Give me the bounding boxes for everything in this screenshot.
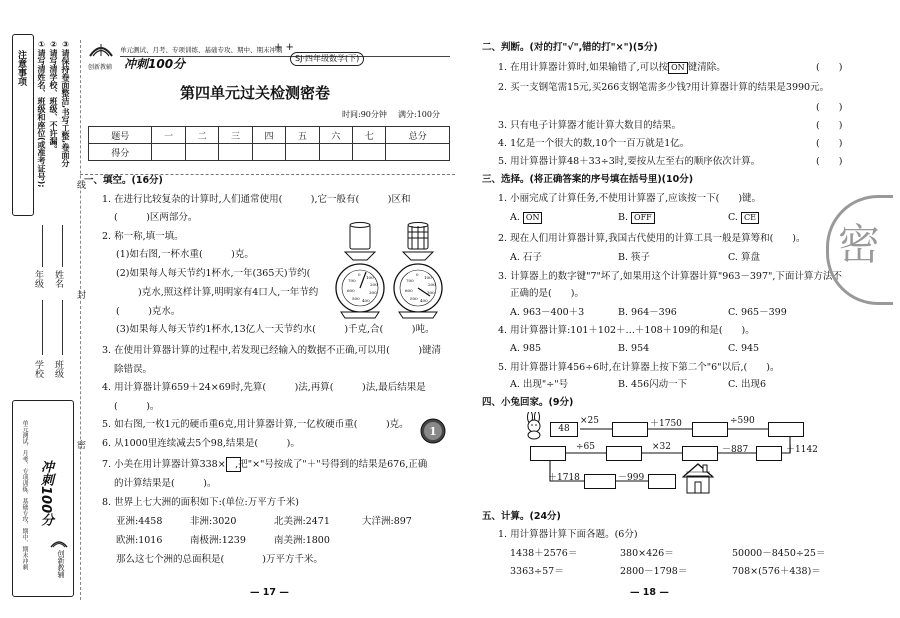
choice-q2: 2. 现在人们用计算器计算,我国古代使用的计算工具一般是算筹和( )。 — [498, 233, 806, 244]
off-key: OFF — [631, 212, 655, 224]
judge-answer-paren[interactable]: ( ) — [816, 156, 843, 167]
exam-time: 时间:90分钟 — [342, 110, 387, 119]
strip-note-1: ①请写清姓名、班级和座位(或准考证号); — [37, 40, 46, 188]
flow-answer-box[interactable] — [756, 446, 782, 461]
strip-book-logo-icon — [50, 535, 68, 549]
calc-item: 2800－1798＝ — [620, 566, 688, 577]
ce-key: CE — [741, 212, 759, 224]
scale-right-tick: 600 — [405, 288, 413, 293]
option-letter: B. — [618, 212, 629, 223]
part1-line: 1. 在进行比较复杂的计算时,人们通常使用( ),它一般有( )区和 — [102, 194, 411, 205]
choice-option — [510, 212, 542, 224]
flow-answer-box[interactable] — [768, 422, 804, 437]
flow-op-label: ÷590 — [730, 416, 755, 426]
grade-tag: SJ·四年级数学(下) — [290, 52, 364, 66]
part1-line: (2)如果每人每天节约1杯水,一年(365天)节约( — [116, 268, 311, 279]
part5-heading: 五、计算。(24分) — [482, 511, 561, 522]
score-header-cell: 总分 — [386, 127, 450, 144]
cut-mark-seal: 封 — [75, 290, 85, 299]
scale-left-tick: 200 — [370, 282, 378, 287]
part3-heading: 三、选择。(将正确答案的序号填在括号里)(10分) — [482, 174, 694, 185]
judge-answer-paren[interactable]: ( ) — [816, 138, 843, 149]
scale-left-tick: 0 — [358, 272, 361, 277]
choice-q1: 1. 小丽完成了计算任务,不使用计算器了,应该按一下( )键。 — [498, 193, 762, 204]
score-table — [88, 126, 450, 161]
flow-op-label: －887 — [722, 445, 749, 455]
flow-answer-box[interactable] — [648, 474, 676, 489]
choice-option: C. 945 — [728, 343, 760, 354]
option-letter: C. — [728, 212, 738, 223]
header-tagline: 单元测试、月考、专项训练、基础专攻、期中、期末冲刺 — [120, 46, 283, 54]
coin-label: 1 — [429, 425, 437, 438]
score-cell[interactable] — [319, 144, 352, 161]
part2-heading: 二、判断。(对的打"√",错的打"×")(5分) — [482, 42, 658, 53]
score-cell[interactable] — [386, 144, 450, 161]
continent-cell: 亚洲:4458 — [116, 516, 163, 527]
score-cell[interactable] — [152, 144, 185, 161]
strip-notes-title: 注意事项 — [16, 50, 26, 86]
field-class-label: 班级 — [53, 360, 63, 378]
score-row-label: 得分 — [89, 144, 152, 161]
scale-right-tick: 400 — [420, 298, 428, 303]
score-header-cell: 四 — [252, 127, 285, 144]
left-page — [80, 0, 455, 618]
part1-line: 的计算结果是( )。 — [114, 478, 217, 489]
scale-right-tick: 500 — [410, 296, 418, 301]
part1-line: ( )。 — [114, 401, 160, 412]
flow-answer-box[interactable] — [692, 422, 728, 437]
rabbit-icon — [522, 412, 548, 440]
scale-left-tick: 300 — [369, 290, 377, 295]
exam-full-score: 满分:100分 — [398, 110, 440, 119]
option-letter: A. — [510, 212, 520, 223]
part1-line: 8. 世界上七大洲的面积如下:(单位:万平方千米) — [102, 497, 299, 508]
field-grade-label: 年级 — [33, 270, 43, 288]
part1-line: ( )区两部分。 — [114, 212, 198, 223]
scale-right-tick: 100 — [424, 275, 432, 280]
scale-cup-icon — [350, 223, 370, 250]
scale-left-tick: 100 — [366, 275, 374, 280]
continent-cell: 欧洲:1016 — [116, 535, 163, 546]
on-key: ON — [523, 212, 543, 224]
logo-caption: 创新教辅 — [88, 64, 113, 71]
field-school-label: 学校 — [33, 360, 43, 378]
part1-line: (1)如右图,一杯水重( )克。 — [116, 249, 254, 260]
part1-line: 4. 用计算器计算659＋24×69时,先算( )法,再算( )法,最后结果是 — [102, 382, 426, 393]
part1-line: 5. 如右图,一枚1元的硬币重6克,用计算器计算,一亿枚硬币重( )克。 — [102, 419, 409, 430]
field-name-line — [62, 225, 63, 267]
score-header-cell: 三 — [219, 127, 252, 144]
flow-answer-box[interactable] — [584, 474, 616, 489]
choice-q4: 4. 用计算器计算:101＋102＋…＋108＋109的和是( )。 — [498, 325, 755, 336]
part1-line: ( )克水。 — [116, 306, 181, 317]
judge-item-tail: 键清除。 — [687, 62, 726, 73]
score-header-cell: 题号 — [89, 127, 152, 144]
cut-mark-line: 线 — [75, 180, 85, 189]
scale-left-tick: 600 — [347, 288, 355, 293]
judge-answer-paren[interactable]: ( ) — [816, 62, 843, 73]
binding-strip — [6, 30, 85, 600]
header-brand: 冲刺100分 — [124, 57, 186, 71]
flow-op-label: ＋1718 — [548, 473, 580, 483]
choice-option: B. 964－396 — [618, 307, 677, 318]
calc-item: 3363÷57＝ — [510, 566, 564, 577]
score-cell[interactable] — [185, 144, 218, 161]
choice-option: A. 石子 — [510, 252, 542, 263]
choice-option: C. 出现6 — [728, 379, 767, 390]
page-title: 第四单元过关检测密卷 — [180, 84, 331, 102]
field-class-line — [62, 300, 63, 355]
secret-stamp-char: 密 — [838, 220, 881, 269]
choice-option: C. 算盘 — [728, 252, 760, 263]
choice-option: A. 985 — [510, 343, 542, 354]
part1-line: 除错误。 — [114, 364, 153, 375]
scale-cup-full-icon — [408, 223, 428, 250]
calc-item: 708×(576＋438)＝ — [732, 566, 821, 577]
choice-option: C. 965－399 — [728, 307, 787, 318]
header-plus-marks: + + — [274, 42, 294, 53]
scales-illustration — [335, 222, 455, 330]
page-number-right: — 18 — — [630, 587, 669, 598]
score-header-cell: 一 — [152, 127, 185, 144]
on-key: ON — [668, 62, 688, 74]
strip-tagline-vertical: 单元测试、月考、专项训练、基础专攻、期中、期末冲刺 — [21, 420, 28, 570]
part1-line: 2. 称一称,填一填。 — [102, 231, 184, 242]
coin-icon — [420, 418, 446, 444]
choice-option — [728, 212, 759, 224]
strip-note-2: ②请写清学校、班级、不许漏。 — [49, 40, 58, 153]
score-header-cell: 二 — [185, 127, 218, 144]
choice-option — [618, 212, 655, 224]
strip-brand-vertical: 冲刺100分 — [38, 460, 53, 527]
score-table-header-row — [89, 127, 450, 144]
continent-cell: 南美洲:1800 — [274, 535, 330, 546]
continent-cell: 非洲:3020 — [190, 516, 237, 527]
calc-item: 380×426＝ — [620, 548, 674, 559]
continent-cell: 南极洲:1239 — [190, 535, 246, 546]
score-cell[interactable] — [286, 144, 319, 161]
calc-item: 50000－8450÷25＝ — [732, 548, 826, 559]
choice-option: A. 出现"÷"号 — [510, 379, 569, 390]
book-logo-icon — [88, 38, 114, 60]
judge-item-1 — [498, 62, 726, 74]
score-cell[interactable] — [219, 144, 252, 161]
continent-cell: 北美洲:2471 — [274, 516, 330, 527]
judge-item-4: 4. 1亿是一个很大的数,10个一百万就是1亿。 — [498, 138, 690, 149]
flow-answer-box[interactable] — [612, 422, 648, 437]
field-name-label: 姓名 — [53, 270, 63, 288]
scale-left-tick: 500 — [352, 296, 360, 301]
part1-line: (3)如果每人每天节约1杯水,13亿人一天节约水( )千克,合( )吨。 — [116, 324, 435, 335]
calc-item: 1438＋2576＝ — [510, 548, 578, 559]
flow-start-box — [550, 422, 578, 437]
scale-left-tick: 700 — [348, 278, 356, 283]
flow-op-label: ÷65 — [576, 442, 595, 452]
field-grade-line — [42, 225, 43, 267]
flow-answer-box[interactable] — [530, 446, 566, 461]
choice-option: A. 963－400＋3 — [510, 307, 585, 318]
judge-item-2: 2. 买一支钢笔需15元,买266支钢笔需多少钱?用计算器计算的结果是3990元。 — [498, 82, 830, 93]
score-header-cell: 六 — [319, 127, 352, 144]
choice-option: B. 456闪动一下 — [618, 379, 688, 390]
judge-item-text: 1. 在用计算器计算时,如果输错了,可以按 — [498, 62, 669, 73]
choice-q3-cont: 正确的是( )。 — [510, 288, 584, 299]
judge-item-3: 3. 只有电子计算器才能计算大数目的结果。 — [498, 120, 682, 131]
score-cell[interactable] — [353, 144, 386, 161]
flow-diagram — [520, 410, 850, 510]
choice-q3: 3. 计算器上的数字键"7"坏了,如果用这个计算器计算"963－397",下面计算方法不 — [498, 271, 842, 282]
scale-right-tick: 200 — [428, 282, 436, 287]
scale-right-tick: 300 — [427, 290, 435, 295]
judge-answer-paren[interactable]: ( ) — [816, 102, 843, 113]
choice-q5: 5. 用计算器计算456÷6时,在计算器上按下第二个"6"以后,( )。 — [498, 362, 780, 373]
flow-answer-box[interactable] — [682, 446, 718, 461]
part1-line: 7. 小美在用计算器计算338× ,把"×"号按成了"＋"号得到的结果是676,正确 — [102, 459, 428, 470]
scale-right-tick: 0 — [416, 272, 419, 277]
blank-box[interactable] — [226, 457, 241, 472]
field-school-line — [42, 300, 43, 355]
part1-line: 3. 在使用计算器计算的过程中,若发现已经输入的数据不正确,可以用( )键清 — [102, 345, 442, 356]
judge-answer-paren[interactable]: ( ) — [816, 120, 843, 131]
part1-heading: 一、填空。(16分) — [84, 175, 163, 186]
choice-option: B. 筷子 — [618, 252, 651, 263]
scale-left-tick: 400 — [362, 298, 370, 303]
strip-note-3: ③请保持卷面整洁,书写工整,卷面分 — [61, 40, 70, 168]
judge-item-5: 5. 用计算器计算48＋33÷3时,要按从左至右的顺序依次计算。 — [498, 156, 761, 167]
flow-answer-box[interactable] — [606, 446, 642, 461]
flow-start-value: 48 — [558, 424, 570, 434]
part1-total-line: 那么这七个洲的总面积是( )万平方千米。 — [116, 554, 323, 565]
page-number-left: — 17 — — [250, 587, 289, 598]
house-icon — [680, 460, 716, 496]
continent-cell: 大洋洲:897 — [362, 516, 412, 527]
scale-right-tick: 700 — [406, 278, 414, 283]
part4-heading: 四、小兔回家。(9分) — [482, 397, 574, 408]
score-table-score-row — [89, 144, 450, 161]
flow-op-label: ×32 — [652, 442, 671, 452]
right-page — [470, 0, 895, 618]
score-header-cell: 五 — [286, 127, 319, 144]
flow-op-label: －999 — [618, 473, 645, 483]
part1-line: 6. 从1000里连续减去5个98,结果是( )。 — [102, 438, 300, 449]
strip-logo-caption: 创新教辅 — [57, 550, 65, 578]
flow-op-label: ×25 — [580, 416, 599, 426]
choice-option: B. 954 — [618, 343, 650, 354]
part5-subheading: 1. 用计算器计算下面各题。(6分) — [498, 529, 638, 540]
header-rule — [120, 56, 450, 57]
cut-mark-secret: 密 — [75, 440, 85, 449]
flow-op-label: ＋1142 — [786, 445, 818, 455]
part1-line: )克水,照这样计算,明明家有4口人,一年节约 — [138, 287, 319, 298]
score-header-cell: 七 — [353, 127, 386, 144]
score-cell[interactable] — [252, 144, 285, 161]
flow-op-label: ＋1750 — [650, 419, 682, 429]
